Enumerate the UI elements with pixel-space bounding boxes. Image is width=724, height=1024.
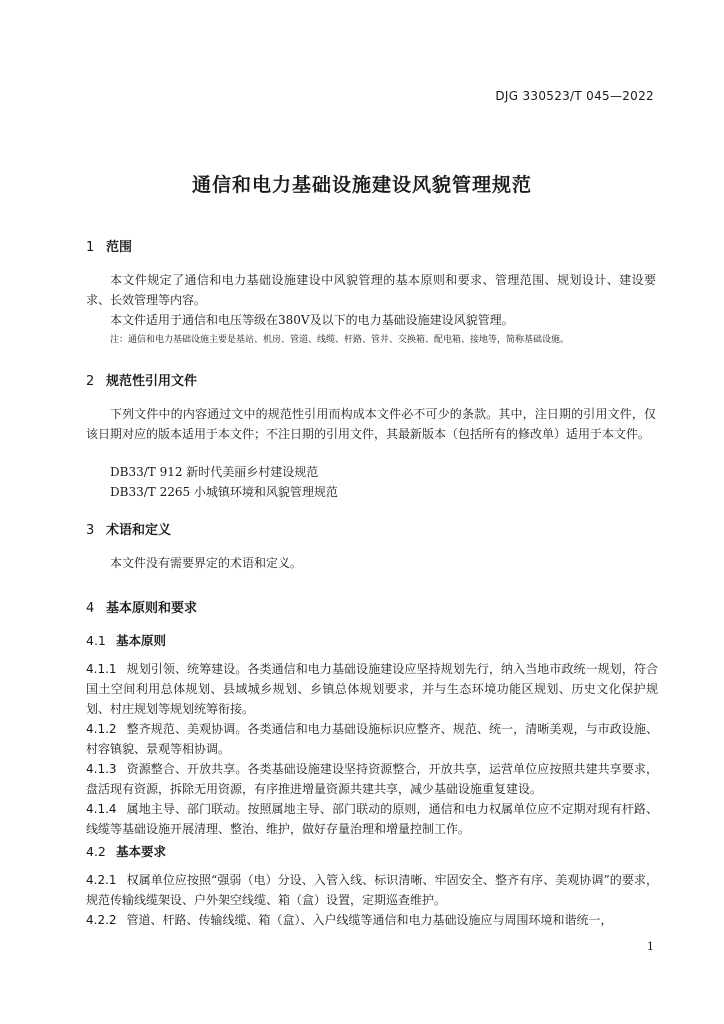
- subsection-title: 基本原则: [116, 633, 167, 648]
- section-number: 2: [86, 374, 95, 389]
- clause-number: 4.1.4: [86, 802, 117, 816]
- section-title: 规范性引用文件: [106, 374, 198, 389]
- clause-4-1-1: [86, 659, 658, 719]
- clause-number: 4.1.3: [86, 762, 117, 776]
- subsection-number: 4.2: [86, 844, 106, 859]
- clause-number: 4.1.1: [86, 662, 117, 676]
- section-title: 范围: [106, 240, 133, 255]
- section-number: 3: [86, 523, 95, 538]
- section-2-paragraph-1: 下列文件中的内容通过文中的规范性引用而构成本文件必不可少的条款。其中，注日期的引用文件，仅该日期对应的版本适用于本文件；不注日期的引用文件，其最新版本（包括所有的修改单）适用于本文件。: [86, 407, 656, 441]
- subsection-number: 4.1: [86, 633, 106, 648]
- clause-text: 管道、杆路、传输线缆、箱（盒）、入户线缆等通信和电力基础设施应与周围环境和谐统一，: [126, 913, 613, 927]
- section-number: 4: [86, 601, 95, 616]
- section-1-paragraph-2: 本文件适用于通信和电压等级在380V及以下的电力基础设施建设风貌管理。: [110, 313, 514, 327]
- section-4-heading: [86, 597, 197, 616]
- document-number: DJG 330523/T 045—2022: [495, 89, 654, 103]
- clause-number: 4.2.1: [86, 873, 117, 887]
- clause-4-2-2: [86, 910, 658, 930]
- reference-item: DB33/T 912 新时代美丽乡村建设规范: [110, 465, 319, 479]
- section-1-heading: [86, 236, 132, 255]
- page-number: 1: [647, 940, 654, 953]
- clause-text: 规划引领、统筹建设。各类通信和电力基础设施建设应坚持规划先行，纳入当地市政统一规划，符合国土空间利用总体规划、县域城乡规划、乡镇总体规划要求，并与生态环境功能区规划、历史文化保护规划、村庄规划等规划统筹衔接。: [86, 662, 658, 716]
- clause-number: 4.2.2: [86, 913, 117, 927]
- clause-number: 4.1.2: [86, 722, 117, 736]
- section-2-heading: [86, 370, 197, 389]
- clause-4-1-4: [86, 799, 658, 839]
- document-title: 通信和电力基础设施建设风貌管理规范: [191, 174, 532, 196]
- section-title: 基本原则和要求: [106, 601, 198, 616]
- subsection-4-2-heading: [86, 842, 166, 860]
- subsection-4-1-heading: [86, 631, 166, 649]
- reference-item: DB33/T 2265 小城镇环境和风貌管理规范: [110, 485, 338, 499]
- clause-4-2-1: [86, 870, 658, 910]
- clause-4-1-3: [86, 759, 658, 799]
- clause-4-1-2: [86, 719, 658, 759]
- section-3-paragraph-1: 本文件没有需要界定的术语和定义。: [110, 556, 303, 570]
- section-1-note: 注：通信和电力基础设施主要是基站、机房、管道、线缆、杆路、管井、交换箱、配电箱、接地等，简称基础设施。: [110, 335, 570, 345]
- section-3-heading: [86, 519, 171, 538]
- subsection-title: 基本要求: [116, 844, 167, 859]
- section-number: 1: [86, 240, 95, 255]
- clause-text: 整齐规范、美观协调。各类通信和电力基础设施标识应整齐、规范、统一，清晰美观，与市政设施、村容镇貌、景观等相协调。: [86, 722, 658, 756]
- clause-text: 属地主导、部门联动。按照属地主导、部门联动的原则，通信和电力权属单位应不定期对现有杆路、线缆等基础设施开展清理、整治、维护，做好存量治理和增量控制工作。: [86, 802, 658, 836]
- clause-text: 权属单位应按照“强弱（电）分设、入管入线、标识清晰、牢固安全、整齐有序、美观协调”的要求，规范传输线缆架设、户外架空线缆、箱（盒）设置，定期巡查维护。: [86, 873, 658, 907]
- clause-text: 资源整合、开放共享。各类基础设施建设坚持资源整合，开放共享，运营单位应按照共建共享要求，盘活现有资源，拆除无用资源，有序推进增量资源共建共享，减少基础设施重复建设。: [86, 762, 658, 796]
- section-1-paragraph-1: 本文件规定了通信和电力基础设施建设中风貌管理的基本原则和要求、管理范围、规划设计、建设要求、长效管理等内容。: [86, 273, 656, 307]
- section-title: 术语和定义: [106, 523, 172, 538]
